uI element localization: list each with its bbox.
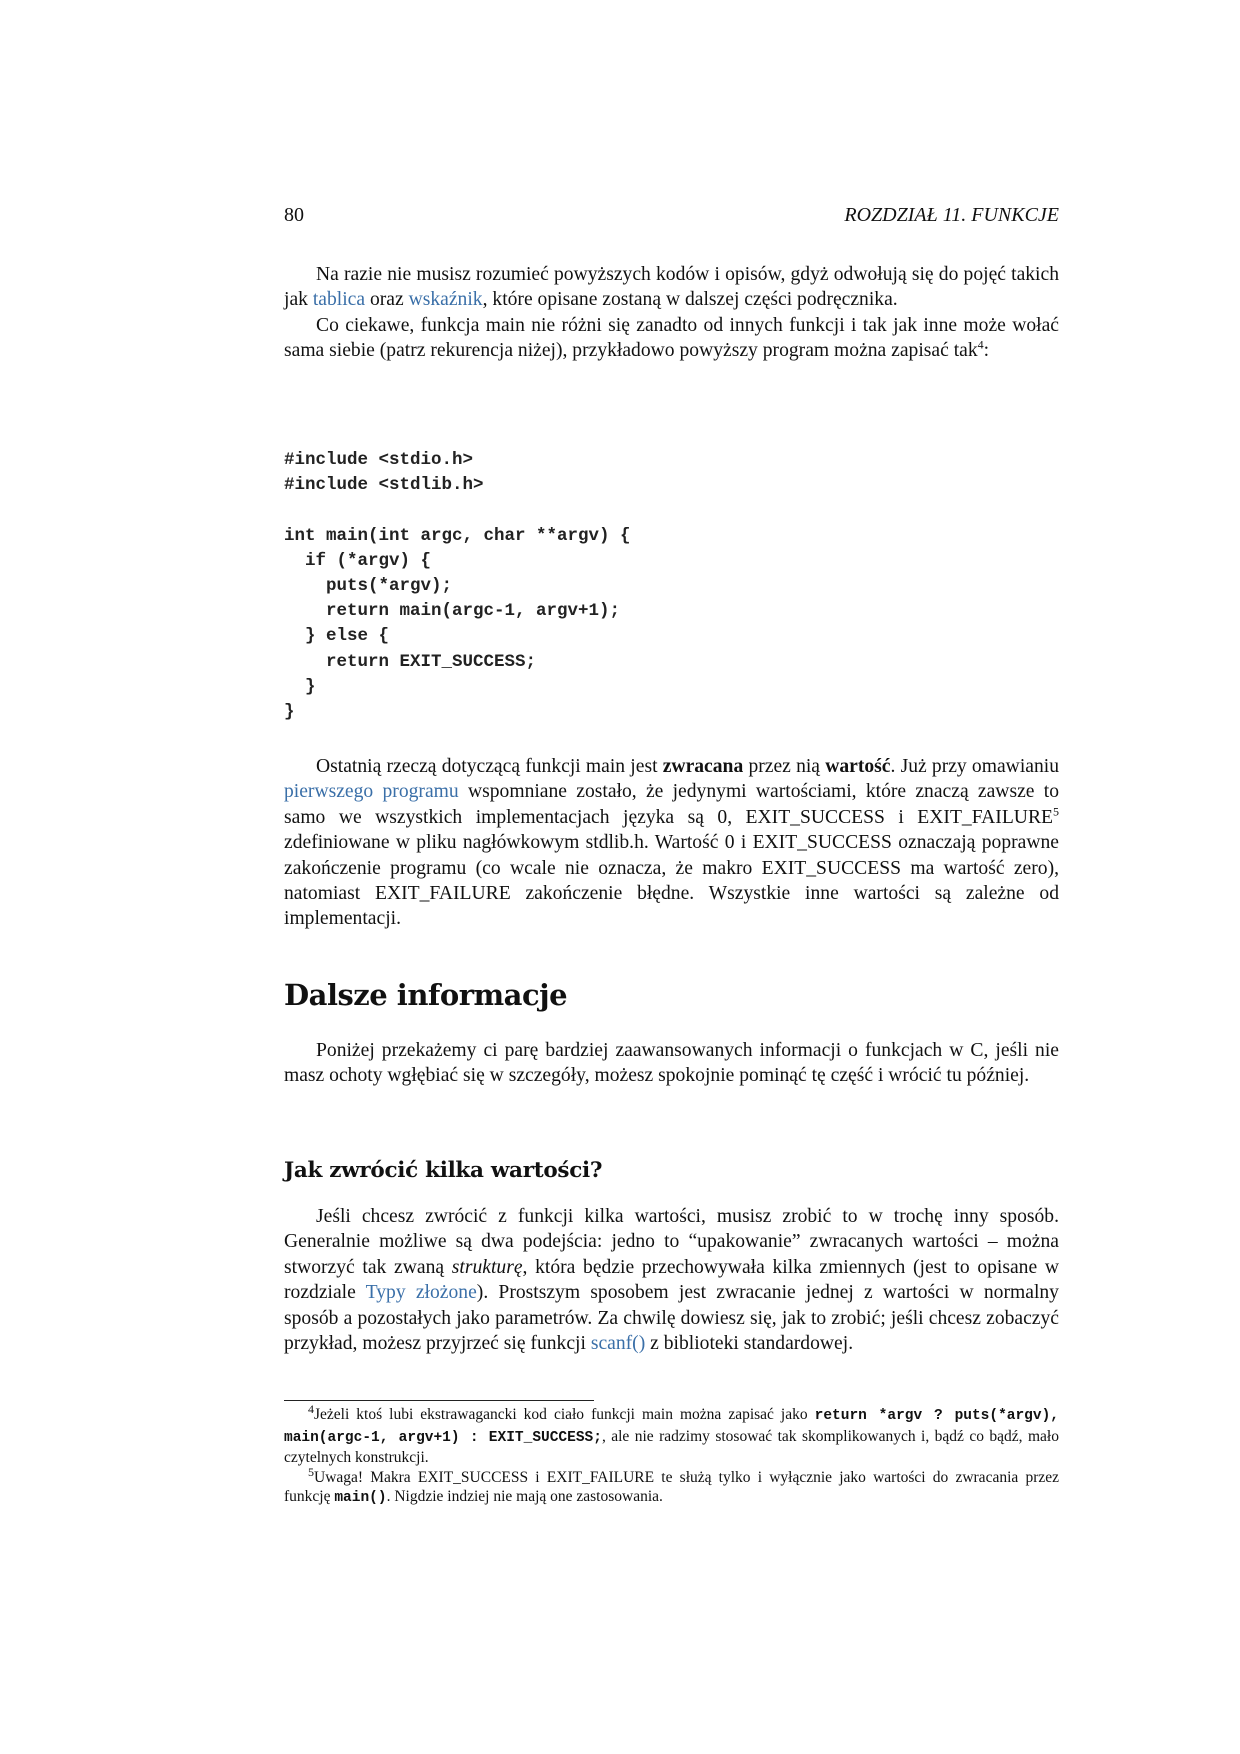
text: Jeśli chcesz zwrócić z funkcji kilka wartości, musisz zrobić to w trochę inny sposób. Generalnie możliwe są dwa podejścia: jedno to “upakowanie” zwracanych wartości – można stworzyć tak zwaną — [284, 1206, 1059, 1278]
footnote-number: 5 — [308, 1464, 314, 1479]
text: zdefiniowane w pliku nagłówkowym stdlib.h. Wartość 0 i EXIT_SUCCESS oznaczają poprawne zakończenie programu (co wcale nie oznacza, że makro EXIT_SUCCESS ma wartość zero), natomiast EXIT_FAILURE zakończenie błędne. Wszystkie inne wartości są zależne od implementacji. — [284, 832, 1059, 930]
page-number: 80 — [284, 204, 304, 226]
text: wspomniane zostało, że jedynymi wartościami, które znaczą zawsze to samo we wszystkich implementacjach języka są 0, EXIT_SUCCESS i EXIT_FAILURE — [284, 781, 1059, 828]
text: : — [983, 340, 990, 362]
text: Poniżej przekażemy ci parę bardziej zaawansowanych informacji o funkcjach w C, jeśli nie masz ochoty wgłębiać się w szczegóły, możesz spokojnie pominąć tę część i wrócić tu później. — [284, 1040, 1059, 1087]
subsection-heading — [284, 1158, 1059, 1183]
link-scanf[interactable]: scanf() — [590, 1333, 646, 1355]
text: Jeżeli ktoś lubi ekstrawagancki kod ciało funkcji main można zapisać jako — [314, 1406, 815, 1423]
text: Co ciekawe, funkcja main nie różni się zanadto od innych funkcji i tak jak inne może wołać sama siebie (patrz rekurencja niżej), przykładowo powyższy program można zapisać tak — [284, 314, 1059, 362]
link-typy-zlozone[interactable]: Typy złożone — [365, 1282, 477, 1304]
footnote-4 — [284, 1401, 1059, 1468]
text: Uwaga! Makra EXIT_SUCCESS i EXIT_FAILURE te służą tylko i wyłącznie jako wartości do zwracania przez funkcję — [284, 1468, 1059, 1505]
text: oraz — [365, 289, 409, 311]
paragraph-1 — [284, 262, 1059, 364]
subsection-title: Jak zwrócić kilka wartości? — [284, 1158, 603, 1183]
code-listing: #include <stdio.h> #include <stdlib.h> int main(int argc, char **argv) { if (*argv) { puts(*argv); return main(argc-1, argv+1); } else { return EXIT_SUCCESS; } } — [284, 450, 631, 723]
text: . Już przy omawianiu — [890, 756, 1059, 777]
bold-text: zwracana — [662, 756, 744, 777]
inline-code: return *argv ? puts(*argv), main(argc-1, argv+1) : EXIT_SUCCESS; — [284, 1408, 1059, 1446]
text: z biblioteki standardowej. — [645, 1333, 854, 1355]
text: Na razie nie musisz rozumieć powyższych kodów i opisów, gdyż odwołują się do pojęć takich jak — [284, 264, 1059, 311]
footnotes — [284, 1401, 1059, 1509]
section-intro — [284, 1038, 1059, 1089]
section-heading — [284, 978, 1059, 1012]
footnote-rule — [284, 1400, 594, 1401]
footnote-number: 4 — [308, 1401, 314, 1416]
link-tablica[interactable]: tablica — [312, 289, 366, 311]
section-title: Dalsze informacje — [284, 978, 568, 1012]
text: , które opisane zostaną w dalszej części podręcznika. — [482, 289, 898, 311]
text: . Nigdzie indziej nie mają one zastosowania. — [386, 1488, 663, 1505]
italic-text: strukturę — [451, 1256, 523, 1278]
paragraph-5 — [284, 1204, 1059, 1356]
text: ). Prostszym sposobem jest zwracanie jednej z wartości w normalny sposób a pozostałych jako parametrów. Za chwilę dowiesz się, jak to zrobić; jeśli chcesz zobaczyć przykład, możesz przyjrzeć się funkcji — [284, 1282, 1059, 1355]
text: , ale nie radzimy stosować tak skomplikowanych i, bądź co bądź, mało czytelnych konstrukcji. — [284, 1427, 1059, 1466]
bold-text: wartość — [825, 756, 891, 777]
code-block — [284, 448, 1059, 725]
page-header — [284, 204, 1059, 227]
footnote-ref-4[interactable]: 4 — [977, 337, 984, 352]
footnote-ref-5[interactable]: 5 — [1053, 804, 1059, 819]
footnote-5 — [284, 1464, 1059, 1509]
text: przez nią — [743, 756, 826, 777]
chapter-title: ROZDZIAŁ 11. FUNKCJE — [844, 204, 1059, 226]
text: , która będzie przechowywała kilka zmiennych (jest to opisane w rozdziale — [284, 1256, 1059, 1304]
text: Ostatnią rzeczą dotyczącą funkcji main jest — [316, 756, 663, 777]
link-pierwszego-programu[interactable]: pierwszego programu — [284, 781, 459, 803]
link-wskaznik[interactable]: wskaźnik — [408, 289, 483, 311]
paragraph-3 — [284, 754, 1059, 932]
inline-code: main() — [334, 1490, 387, 1506]
